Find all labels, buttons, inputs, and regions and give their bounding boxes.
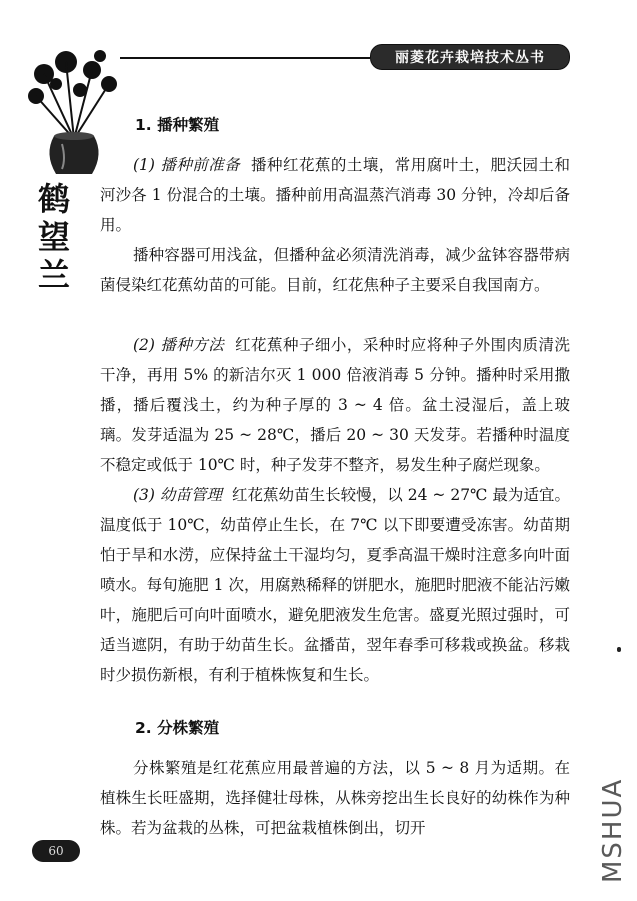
side-title-char: 望 <box>37 218 70 256</box>
paragraph-text: 红花蕉幼苗生长较慢，以 24 ~ 27℃ 最为适宜。温度低于 10℃，幼苗停止生长，在 7℃ 以下即要遭受冻害。幼苗期怕于旱和水涝，应保持盆土干湿均匀，夏季高温干燥时注意多向叶面喷水。每旬施肥 1 次，用腐熟稀释的饼肥水，施肥时肥液不能沾污嫩叶，施肥后可向叶面喷水，避免肥液发生危害。盛夏光照过强时，可适当遮阴，有助于幼苗生长。盆播苗，翌年春季可移栽或换盆。移栽时少损伤新根，有利于植株恢复和生长。 <box>100 486 571 684</box>
paragraph <box>100 150 570 240</box>
paragraph-text: 播种红花蕉的土壤，常用腐叶土，肥沃园土和河沙各 1 份混合的土壤。播种前用高温蒸汽消毒 30 分钟，冷却后备用。 <box>100 156 570 234</box>
side-title-char: 鹤 <box>37 180 70 218</box>
header-rule <box>120 57 370 59</box>
paragraph <box>100 240 570 300</box>
series-title-banner <box>370 44 570 70</box>
paragraph <box>100 753 570 843</box>
paragraph-lead: (3) 幼苗管理 <box>133 486 223 504</box>
series-title: 丽菱花卉栽培技术丛书 <box>395 50 545 66</box>
watermark: MSHUA <box>598 777 628 883</box>
paragraph-lead: (2) 播种方法 <box>133 336 225 354</box>
paragraph-text: 分株繁殖是红花蕉应用最普遍的方法，以 5 ~ 8 月为适期。在植株生长旺盛期，选择健壮母株，从株旁挖出生长良好的幼株作为种株。若为盆栽的丛株，可把盆栽植株倒出，切开 <box>100 759 570 837</box>
paragraph-text: 播种容器可用浅盆，但播种盆必须清洗消毒，减少盆钵容器带病菌侵染红花蕉幼苗的可能。目前，红花焦种子主要采自我国南方。 <box>100 246 570 294</box>
side-title <box>34 180 74 294</box>
section-heading: 1. 播种繁殖 <box>135 116 220 134</box>
paragraph-lead: (1) 播种前准备 <box>133 156 241 174</box>
page-number-text: 60 <box>48 844 64 858</box>
paragraph-text: 红花蕉种子细小，采种时应将种子外围肉质清洗干净，再用 5% 的新洁尔灭 1 000 倍液消毒 5 分钟。播种时采用撒播，播后覆浅土，约为种子厚的 3 ~ 4 倍。盆土浸湿后，盖上玻璃。发芽适温为 25 ~ 28℃，播后 20 ~ 30 天发芽。若播种时温度不稳定或低于 10℃ 时，种子发芽不整齐，易发生种子腐烂现象。 <box>100 336 570 474</box>
paragraph <box>100 480 570 690</box>
side-title-char: 兰 <box>37 256 70 294</box>
section-heading: 2. 分株繁殖 <box>135 719 220 737</box>
paragraph <box>100 330 570 480</box>
print-speck <box>617 647 621 652</box>
page-number <box>32 840 80 862</box>
